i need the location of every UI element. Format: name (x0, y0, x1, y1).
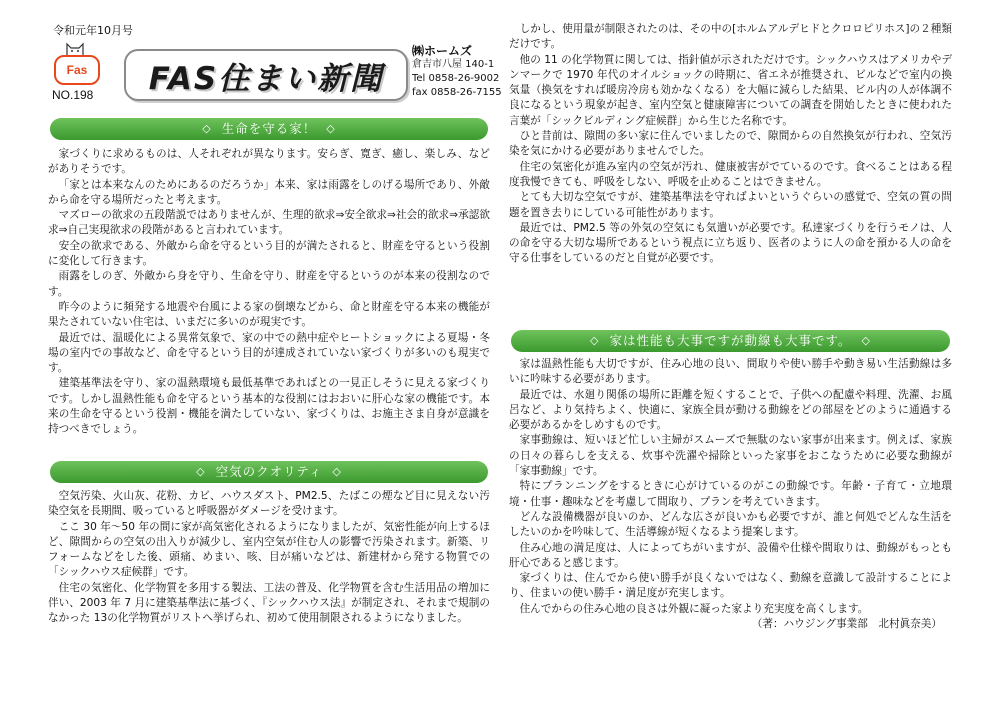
paragraph: ここ 30 年〜50 年の間に家が高気密化されるようになりましたが、気密性能が向上するほど、隙間からの空気の出入りが減少し、室内空気が住む人の影響で汚染されます。新築、リフォームなどをした後、頭痛、めまい、咳、目が痛いなどは、新建材から発する物質での「シックハウス症候群」です。 (48, 520, 490, 579)
paragraph: 家づくりに求めるものは、人それぞれが異なります。安らぎ、寛ぎ、癒し、楽しみ、などがありそうです。 (48, 148, 490, 176)
paragraph: 家づくりは、住んでから使い勝手が良くないではなく、動線を意識して設計することにより、住まいの使い勝手・満足度が充実します。 (509, 572, 952, 600)
logo-text: Fas (66, 63, 88, 77)
issue-date: 令和元年10月号 (53, 24, 133, 37)
author-credit: （著：ハウジング事業部 北村眞奈美） (751, 618, 942, 631)
paragraph: 空気汚染、火山灰、花粉、カビ、ハウスダスト、PM2.5、たばこの煙など目に見えない汚染空気を長期間、吸っていると呼吸器がダメージを受けます。 (48, 490, 490, 518)
section-2-body-right (509, 22, 952, 267)
paragraph: 最近では、温暖化による異常気象で、家の中での熱中症やヒートショックによる夏場・冬場の室内での事故など、命を守るという目的が達成されていない家づくりが多いのも現実です。 (48, 331, 490, 375)
section-heading-1 (50, 118, 488, 140)
diamond-icon: ◇ (861, 334, 871, 348)
paragraph: 最近では、水廻り関係の場所に距離を短くすることで、子供への配慮や料理、洗濯、お風呂など、より気持ちよく、快適に、家族全員が動ける動線をどの部屋をどのように通過する必要があるかをしめすものです。 (509, 388, 952, 432)
paragraph: マズローの欲求の五段階説ではありませんが、生理的欲求⇒安全欲求⇒社会的欲求⇒承認欲求⇒自己実現欲求の段階があると言われています。 (48, 209, 490, 237)
masthead (124, 49, 408, 101)
paragraph: 特にプランニングをするときに心がけているのがこの動線です。年齢・子育て・立地環境・仕事・趣味などを考慮して間取り、プランを考えていきます。 (509, 480, 952, 508)
paragraph: 最近では、PM2.5 等の外気の空気にも気遣いが必要です。私達家づくりを行うモノは、人の命を守る大切な場所であるという視点に立ち返り、医者のように人の命を預かる人の命を守る仕事をしているのだと自覚が必要です。 (509, 221, 952, 265)
newsletter-title: FAS住まい新聞 (148, 60, 384, 97)
company-logo (54, 55, 100, 85)
diamond-icon: ◇ (332, 465, 342, 479)
section-heading-text: 生命を守る家！ (221, 121, 317, 137)
company-address: 倉吉市八屋 140-1 (412, 59, 495, 70)
section-2-body-left (48, 489, 490, 627)
paragraph: 家事動線は、短いほど忙しい主婦がスムーズで無駄のない家事が出来ます。例えば、家族の日々の暮らしを支える、炊事や洗濯や掃除といった家事をおこなうために必要な動線が「家事動線」です。 (509, 434, 952, 478)
diamond-icon: ◇ (202, 122, 212, 136)
paragraph: 住み心地の満足度は、人によってちがいますが、設備や仕様や間取りは、動線がもっとも肝心であると感じます。 (509, 541, 952, 569)
section-3-heading-wrap (509, 330, 952, 352)
paragraph: とても大切な空気ですが、建築基準法を守ればよいというぐらいの感覚で、空気の質の問題を置き去りにしている可能性があります。 (509, 191, 952, 219)
paragraph: 建築基準法を守り、家の温熱環境も最低基準であればとの一見正しそうに見える家づくりです。しかし温熱性能も命を守るという基本的な役割にはおおいに肝心な家の機能です。本来の生命を守るという役割・機能を満たしていない、家づくりは、お施主さま自身が意識を持つべきでしょう。 (48, 377, 490, 436)
section-3-body (509, 357, 952, 632)
company-fax: fax 0858-26-7155 (412, 87, 502, 98)
company-tel: Tel 0858-26-9002 (412, 73, 500, 84)
diamond-icon: ◇ (196, 465, 206, 479)
section-1-body (48, 147, 490, 438)
paragraph: 他の 11 の化学物質に関しては、指針値が示されただけです。シックハウスはアメリカやデンマークで 1970 年代のオイルショックの時期に、省エネが推奨され、ビルなどで室内の換気量（換気をすれば暖房冷房も効かなくなる）を大幅に減らした結果、ビル内の人が体調不良になるという現象が起き、室内空気と健康障害についての調査を開始したときに使われた言葉が「シックビルディング症候群」から生じた名称です。 (509, 53, 952, 127)
paragraph: 雨露をしのぎ、外敵から身を守り、生命を守り、財産を守るというのが本来の役割なのです。 (48, 270, 490, 298)
company-name: ㈱ホームズ (412, 44, 473, 58)
paragraph: 家は温熱性能も大切ですが、住み心地の良い、間取りや使い勝手や動き易い生活動線は多いに吟味する必要があります。 (509, 358, 952, 386)
diamond-icon: ◇ (590, 334, 600, 348)
section-heading-text: 家は性能も大事ですが動線も大事です。 (609, 333, 852, 349)
section-1-heading-wrap (48, 118, 490, 140)
paragraph: ひと昔前は、隙間の多い家に住んでいましたので、隙間からの自然換気が行われ、空気汚染を気にかける必要がありませんでした。 (509, 130, 952, 158)
paragraph: 昨今のように頻発する地震や台風による家の倒壊などから、命と財産を守る本来の機能が果たされていない住宅は、いまだに多いのが現実です。 (48, 300, 490, 329)
issue-number: NO.198 (52, 88, 94, 102)
paragraph: 住んでからの住み心地の良さは外観に凝った家より充実度を高くします。 (519, 602, 869, 615)
company-info (412, 44, 502, 100)
paragraph: しかし、使用量が制限されたのは、その中の[ホルムアルデヒドとクロロピリホス]の２種類だけです。 (509, 23, 952, 51)
paragraph: 住宅の気密化が進み室内の空気が汚れ、健康被害がでているのです。食べることはある程度我慢できても、呼吸をしない、呼吸を止めることはできません。 (509, 160, 952, 188)
section-heading-2 (50, 461, 488, 483)
paragraph: どんな設備機器が良いのか、どんな広さが良いかも必要ですが、誰と何処でどんな生活をしたいのかを吟味して、生活導線が短くなるよう提案します。 (509, 510, 952, 539)
section-2-heading-wrap (48, 461, 490, 483)
paragraph: 安全の欲求である、外敵から命を守るという目的が満たされると、財産を守るという役割に変化して行きます。 (48, 239, 490, 268)
section-heading-text: 空気のクオリティ (215, 464, 323, 480)
paragraph: 「家とは本来なんのためにあるのだろうか」本来、家は雨露をしのげる場所であり、外敵から命を守る場所だったと考えます。 (48, 178, 490, 206)
section-heading-3 (511, 330, 950, 352)
paragraph: 住宅の気密化、化学物質を多用する製法、工法の普及、化学物質を含む生活用品の増加に伴い、2003 年 7 月に建築基準法に基づく、『シックハウス法』が制定され、それまで規制のなかった 13の化学物質がリストへ挙げられ、初めて使用制限されるようになりました。 (48, 581, 490, 625)
diamond-icon: ◇ (326, 122, 336, 136)
